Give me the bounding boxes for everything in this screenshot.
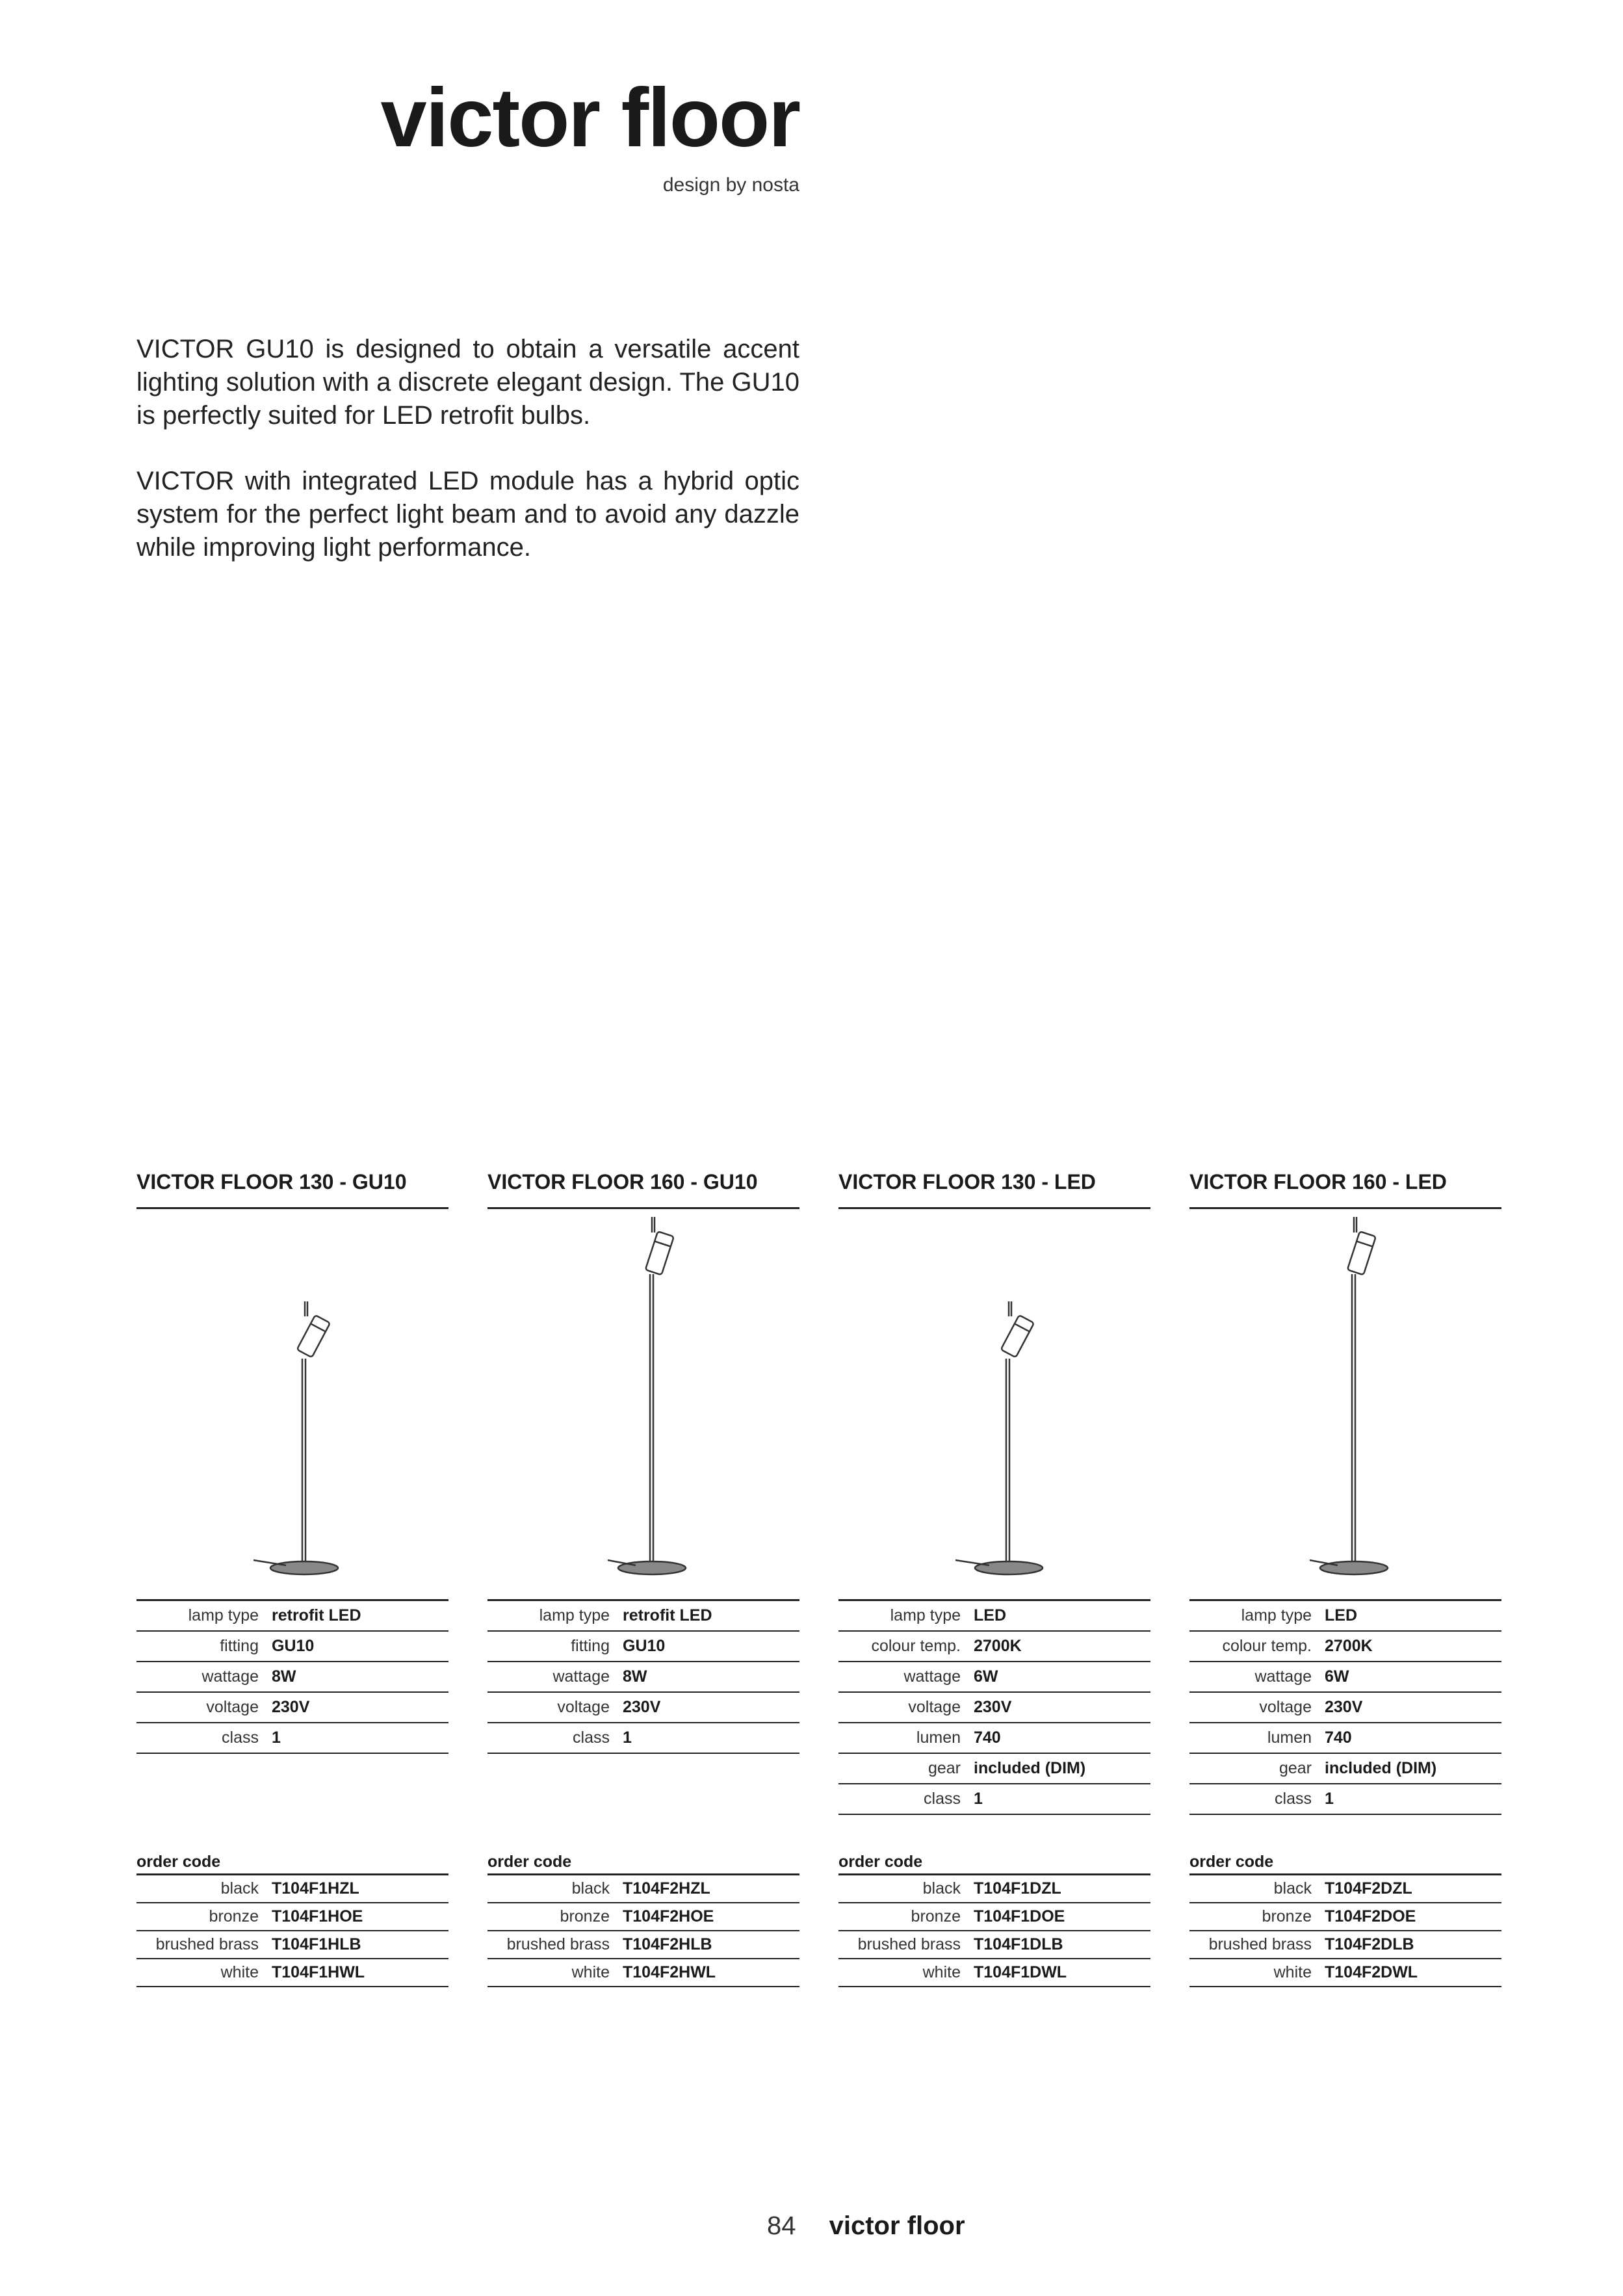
order-code-heading: order code [136, 1845, 448, 1875]
lamp-drawing [838, 1209, 1150, 1599]
spec-row: class 1 [136, 1723, 448, 1754]
spec-row: wattage 8W [136, 1662, 448, 1693]
spec-row: wattage 6W [1189, 1662, 1501, 1693]
spec-row: lamp type LED [838, 1601, 1150, 1632]
designer-credit: design by nosta [662, 174, 799, 196]
spec-row: voltage 230V [838, 1693, 1150, 1723]
product-title: VICTOR FLOOR 160 - GU10 [487, 1170, 799, 1209]
intro-paragraph-gu10: VICTOR GU10 is designed to obtain a versatile accent lighting solution with a discrete elegant design. The GU10 is perfectly suited for LED retrofit bulbs. [136, 335, 799, 430]
order-row: white T104F2DWL [1189, 1959, 1501, 1987]
order-code-table [136, 1845, 448, 1987]
spec-row: lamp type retrofit LED [487, 1601, 799, 1632]
order-row: bronze T104F2DOE [1189, 1903, 1501, 1931]
spec-row: voltage 230V [487, 1693, 799, 1723]
footer-section-title: victor floor [829, 2211, 965, 2240]
order-row: black T104F2HZL [487, 1875, 799, 1903]
order-row: bronze T104F1DOE [838, 1903, 1150, 1931]
order-row: bronze T104F1HOE [136, 1903, 448, 1931]
spec-table [1189, 1599, 1501, 1815]
spec-row: lumen 740 [838, 1723, 1150, 1754]
order-row: black T104F1DZL [838, 1875, 1150, 1903]
product-title: VICTOR FLOOR 160 - LED [1189, 1170, 1501, 1209]
spec-row: gear included (DIM) [838, 1754, 1150, 1784]
order-row: brushed brass T104F1HLB [136, 1931, 448, 1959]
order-row: brushed brass T104F1DLB [838, 1931, 1150, 1959]
order-code-heading: order code [838, 1845, 1150, 1875]
order-row: white T104F1HWL [136, 1959, 448, 1987]
spec-row: lamp type LED [1189, 1601, 1501, 1632]
order-row: black T104F1HZL [136, 1875, 448, 1903]
order-code-heading: order code [1189, 1845, 1501, 1875]
page-footer [767, 2211, 965, 2241]
page-title: victor floor [380, 72, 799, 164]
product-column-160-gu10 [487, 1170, 799, 1754]
product-title: VICTOR FLOOR 130 - LED [838, 1170, 1150, 1209]
spec-table [136, 1599, 448, 1754]
spec-row: class 1 [838, 1784, 1150, 1815]
intro-paragraph-led: VICTOR with integrated LED module has a hybrid optic system for the perfect light beam and to avoid any dazzle while improving light performance. [136, 467, 799, 562]
product-column-160-led [1189, 1170, 1501, 1815]
spec-row: colour temp. 2700K [838, 1632, 1150, 1662]
spec-row: wattage 6W [838, 1662, 1150, 1693]
spec-row: class 1 [1189, 1784, 1501, 1815]
order-code-table [1189, 1845, 1501, 1987]
order-row: brushed brass T104F2DLB [1189, 1931, 1501, 1959]
spec-row: gear included (DIM) [1189, 1754, 1501, 1784]
spec-row: voltage 230V [1189, 1693, 1501, 1723]
order-row: white T104F1DWL [838, 1959, 1150, 1987]
spec-row: colour temp. 2700K [1189, 1632, 1501, 1662]
order-code-heading: order code [487, 1845, 799, 1875]
order-row: white T104F2HWL [487, 1959, 799, 1987]
order-row: black T104F2DZL [1189, 1875, 1501, 1903]
order-code-table [487, 1845, 799, 1987]
order-code-table [838, 1845, 1150, 1987]
lamp-drawing [136, 1209, 448, 1599]
spec-row: voltage 230V [136, 1693, 448, 1723]
spec-row: fitting GU10 [136, 1632, 448, 1662]
spec-row: lamp type retrofit LED [136, 1601, 448, 1632]
lamp-drawing [487, 1209, 799, 1599]
product-column-130-led [838, 1170, 1150, 1815]
order-row: bronze T104F2HOE [487, 1903, 799, 1931]
intro-text [136, 333, 799, 597]
product-title: VICTOR FLOOR 130 - GU10 [136, 1170, 448, 1209]
order-row: brushed brass T104F2HLB [487, 1931, 799, 1959]
spec-row: fitting GU10 [487, 1632, 799, 1662]
spec-table [838, 1599, 1150, 1815]
lamp-drawing [1189, 1209, 1501, 1599]
product-column-130-gu10 [136, 1170, 448, 1754]
spec-row: lumen 740 [1189, 1723, 1501, 1754]
spec-table [487, 1599, 799, 1754]
spec-row: wattage 8W [487, 1662, 799, 1693]
spec-row: class 1 [487, 1723, 799, 1754]
page-number: 84 [767, 2211, 796, 2240]
